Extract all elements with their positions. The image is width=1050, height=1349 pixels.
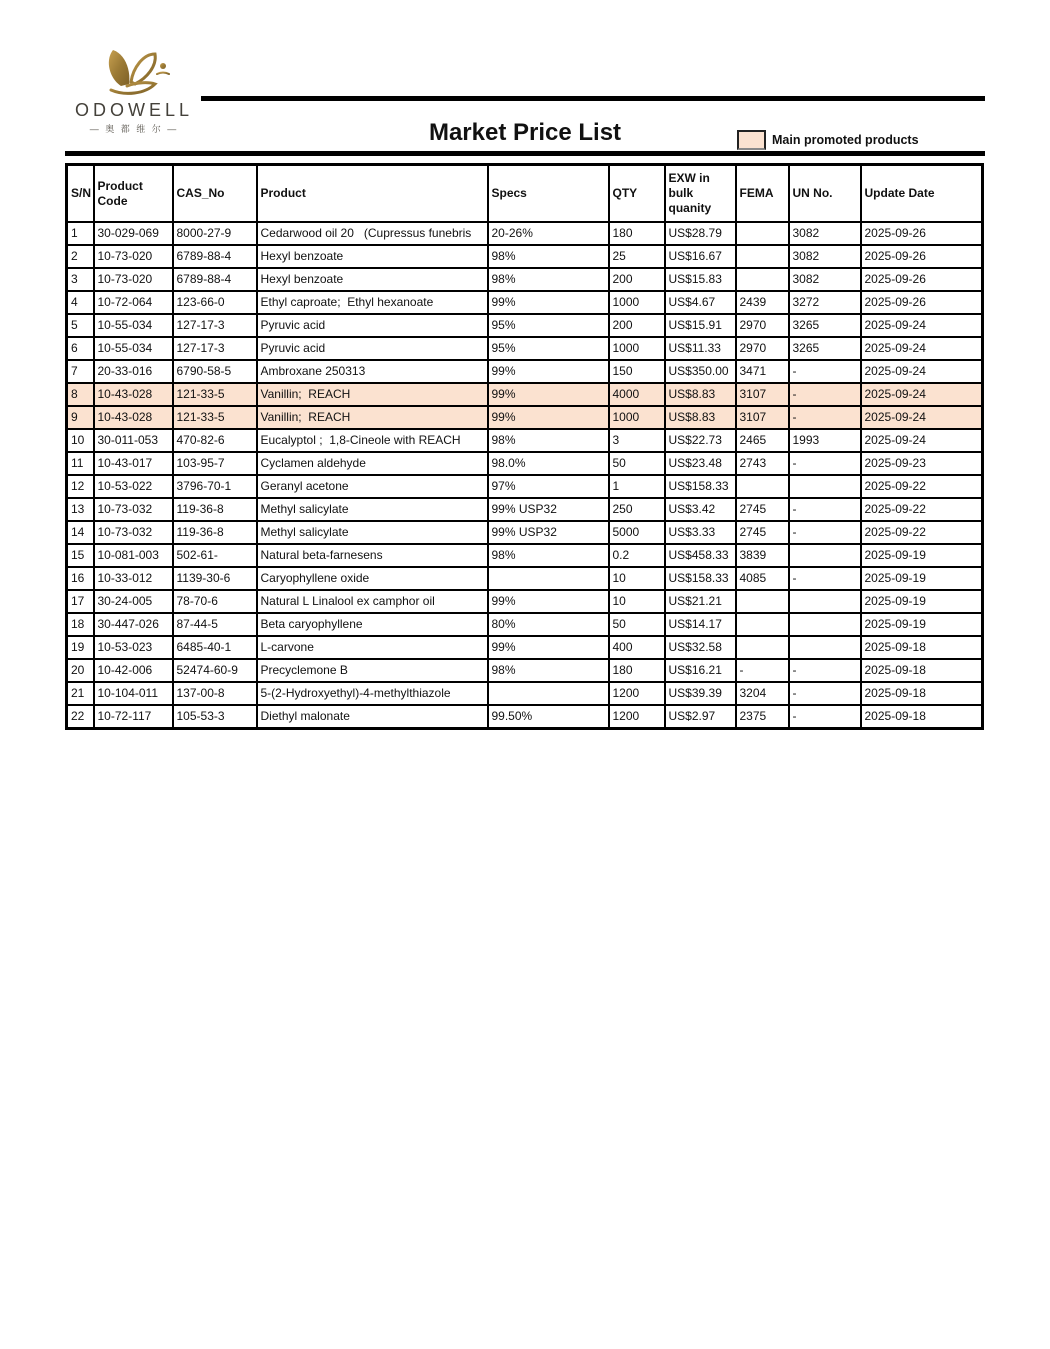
cell-product: L-carvone [257,636,488,659]
table-row [67,337,983,360]
table-row [67,590,983,613]
cell-code: 10-104-011 [94,682,173,705]
cell-sn: 5 [67,314,94,337]
column-header-2: CAS_No [173,165,257,223]
price-table [65,163,984,730]
cell-fema [736,475,789,498]
cell-sn: 19 [67,636,94,659]
table-row [67,521,983,544]
cell-exw: US$21.21 [665,590,736,613]
cell-qty: 150 [609,360,665,383]
cell-exw: US$458.33 [665,544,736,567]
cell-date: 2025-09-19 [861,613,983,636]
cell-un: 3082 [789,268,861,291]
table-row [67,406,983,429]
cell-date: 2025-09-24 [861,429,983,452]
cell-fema [736,268,789,291]
cell-un: 3265 [789,314,861,337]
cell-code: 30-24-005 [94,590,173,613]
cell-specs: 97% [488,475,609,498]
cell-un [789,544,861,567]
cell-fema: 2439 [736,291,789,314]
cell-un: 3082 [789,245,861,268]
cell-product: Pyruvic acid [257,337,488,360]
cell-sn: 7 [67,360,94,383]
cell-fema: 2970 [736,314,789,337]
cell-code: 30-029-069 [94,222,173,245]
cell-cas: 127-17-3 [173,314,257,337]
table-row [67,636,983,659]
cell-sn: 2 [67,245,94,268]
cell-cas: 52474-60-9 [173,659,257,682]
cell-exw: US$158.33 [665,475,736,498]
table-row [67,291,983,314]
cell-date: 2025-09-19 [861,567,983,590]
cell-exw: US$3.33 [665,521,736,544]
cell-product: Eucalyptol ; 1,8-Cineole with REACH [257,429,488,452]
cell-product: Cedarwood oil 20 (Cupressus funebris [257,222,488,245]
cell-code: 10-33-012 [94,567,173,590]
cell-qty: 1 [609,475,665,498]
cell-specs: 99% [488,406,609,429]
cell-sn: 9 [67,406,94,429]
cell-fema [736,245,789,268]
butterfly-logo-icon [91,44,177,102]
cell-exw: US$3.42 [665,498,736,521]
cell-exw: US$15.83 [665,268,736,291]
cell-exw: US$2.97 [665,705,736,729]
cell-date: 2025-09-19 [861,590,983,613]
cell-code: 10-73-020 [94,245,173,268]
cell-fema: 3204 [736,682,789,705]
legend-color-swatch [737,130,766,150]
cell-un: - [789,452,861,475]
cell-un [789,636,861,659]
cell-date: 2025-09-18 [861,636,983,659]
column-header-6: EXW in bulk quanity [665,165,736,223]
cell-qty: 4000 [609,383,665,406]
cell-sn: 20 [67,659,94,682]
cell-specs: 98% [488,544,609,567]
table-row [67,475,983,498]
cell-fema [736,222,789,245]
table-row [67,452,983,475]
cell-product: Caryophyllene oxide [257,567,488,590]
cell-fema: 4085 [736,567,789,590]
cell-qty: 10 [609,567,665,590]
cell-specs: 98.0% [488,452,609,475]
cell-sn: 6 [67,337,94,360]
cell-sn: 21 [67,682,94,705]
cell-code: 10-53-022 [94,475,173,498]
cell-fema: 3107 [736,383,789,406]
cell-date: 2025-09-18 [861,659,983,682]
cell-code: 30-011-053 [94,429,173,452]
price-table-body [67,222,983,729]
column-header-5: QTY [609,165,665,223]
cell-date: 2025-09-24 [861,314,983,337]
table-row [67,544,983,567]
cell-sn: 13 [67,498,94,521]
cell-un: - [789,360,861,383]
column-header-4: Specs [488,165,609,223]
cell-date: 2025-09-19 [861,544,983,567]
cell-cas: 6485-40-1 [173,636,257,659]
column-header-3: Product [257,165,488,223]
cell-specs: 95% [488,337,609,360]
cell-product: Diethyl malonate [257,705,488,729]
cell-exw: US$23.48 [665,452,736,475]
table-row [67,682,983,705]
cell-sn: 4 [67,291,94,314]
cell-specs: 99% USP32 [488,498,609,521]
cell-cas: 119-36-8 [173,498,257,521]
cell-specs [488,567,609,590]
cell-sn: 1 [67,222,94,245]
cell-product: Ambroxane 250313 [257,360,488,383]
cell-sn: 8 [67,383,94,406]
cell-cas: 502-61- [173,544,257,567]
cell-un: - [789,567,861,590]
cell-date: 2025-09-24 [861,406,983,429]
cell-cas: 137-00-8 [173,682,257,705]
cell-sn: 3 [67,268,94,291]
cell-qty: 50 [609,452,665,475]
table-row [67,360,983,383]
cell-qty: 180 [609,222,665,245]
cell-code: 10-081-003 [94,544,173,567]
cell-date: 2025-09-18 [861,705,983,729]
cell-un: - [789,383,861,406]
table-row [67,705,983,729]
cell-qty: 50 [609,613,665,636]
cell-un: - [789,682,861,705]
cell-un: - [789,659,861,682]
cell-qty: 1000 [609,406,665,429]
cell-exw: US$22.73 [665,429,736,452]
cell-cas: 78-70-6 [173,590,257,613]
cell-specs: 99% [488,383,609,406]
table-row [67,314,983,337]
cell-qty: 1200 [609,705,665,729]
cell-un: 3265 [789,337,861,360]
cell-fema: 2745 [736,521,789,544]
cell-product: Methyl salicylate [257,521,488,544]
cell-exw: US$16.21 [665,659,736,682]
cell-qty: 180 [609,659,665,682]
cell-cas: 6789-88-4 [173,268,257,291]
table-row [67,659,983,682]
cell-product: Natural L Linalool ex camphor oil [257,590,488,613]
legend-label: Main promoted products [772,133,919,147]
cell-exw: US$39.39 [665,682,736,705]
cell-product: Beta caryophyllene [257,613,488,636]
cell-sn: 15 [67,544,94,567]
cell-cas: 121-33-5 [173,383,257,406]
cell-product: 5-(2-Hydroxyethyl)-4-methylthiazole [257,682,488,705]
column-header-0: S/N [67,165,94,223]
cell-date: 2025-09-26 [861,222,983,245]
table-row [67,268,983,291]
table-row [67,222,983,245]
cell-exw: US$158.33 [665,567,736,590]
cell-qty: 1200 [609,682,665,705]
table-row [67,245,983,268]
cell-qty: 200 [609,268,665,291]
column-header-8: UN No. [789,165,861,223]
cell-un [789,475,861,498]
cell-product: Vanillin; REACH [257,406,488,429]
cell-date: 2025-09-24 [861,337,983,360]
cell-product: Methyl salicylate [257,498,488,521]
cell-cas: 119-36-8 [173,521,257,544]
cell-date: 2025-09-26 [861,268,983,291]
cell-code: 10-53-023 [94,636,173,659]
cell-specs: 20-26% [488,222,609,245]
cell-un: 3272 [789,291,861,314]
cell-fema: 2745 [736,498,789,521]
cell-product: Pyruvic acid [257,314,488,337]
cell-un: - [789,521,861,544]
header-rule-top [201,96,985,101]
cell-code: 10-72-117 [94,705,173,729]
cell-code: 10-43-028 [94,406,173,429]
table-row [67,429,983,452]
cell-sn: 10 [67,429,94,452]
cell-exw: US$14.17 [665,613,736,636]
cell-cas: 121-33-5 [173,406,257,429]
column-header-1: Product Code [94,165,173,223]
cell-code: 10-72-064 [94,291,173,314]
cell-code: 10-73-032 [94,521,173,544]
cell-specs: 98% [488,659,609,682]
cell-code: 20-33-016 [94,360,173,383]
cell-sn: 22 [67,705,94,729]
cell-cas: 105-53-3 [173,705,257,729]
cell-date: 2025-09-23 [861,452,983,475]
cell-sn: 17 [67,590,94,613]
cell-fema: 3107 [736,406,789,429]
cell-code: 10-73-032 [94,498,173,521]
cell-sn: 14 [67,521,94,544]
cell-exw: US$8.83 [665,383,736,406]
cell-product: Vanillin; REACH [257,383,488,406]
cell-specs: 98% [488,245,609,268]
table-row [67,613,983,636]
cell-code: 30-447-026 [94,613,173,636]
company-name: ODOWELL [74,100,194,120]
cell-fema [736,636,789,659]
cell-exw: US$28.79 [665,222,736,245]
cell-code: 10-43-017 [94,452,173,475]
cell-qty: 5000 [609,521,665,544]
promoted-products-legend [737,130,919,150]
cell-specs: 98% [488,429,609,452]
cell-un: 3082 [789,222,861,245]
cell-sn: 11 [67,452,94,475]
cell-product: Ethyl caproate; Ethyl hexanoate [257,291,488,314]
cell-cas: 1139-30-6 [173,567,257,590]
cell-un: - [789,705,861,729]
cell-fema: 2375 [736,705,789,729]
cell-specs: 95% [488,314,609,337]
cell-sn: 16 [67,567,94,590]
cell-cas: 87-44-5 [173,613,257,636]
cell-qty: 1000 [609,291,665,314]
cell-date: 2025-09-22 [861,521,983,544]
cell-code: 10-42-006 [94,659,173,682]
cell-date: 2025-09-18 [861,682,983,705]
cell-cas: 123-66-0 [173,291,257,314]
cell-sn: 18 [67,613,94,636]
cell-product: Hexyl benzoate [257,245,488,268]
cell-fema: 3839 [736,544,789,567]
table-row [67,383,983,406]
cell-cas: 127-17-3 [173,337,257,360]
cell-qty: 25 [609,245,665,268]
cell-qty: 1000 [609,337,665,360]
cell-fema: - [736,659,789,682]
cell-exw: US$350.00 [665,360,736,383]
cell-date: 2025-09-24 [861,360,983,383]
cell-fema: 2743 [736,452,789,475]
cell-exw: US$15.91 [665,314,736,337]
cell-qty: 10 [609,590,665,613]
cell-qty: 400 [609,636,665,659]
cell-cas: 103-95-7 [173,452,257,475]
cell-un: 1993 [789,429,861,452]
cell-code: 10-43-028 [94,383,173,406]
column-header-9: Update Date [861,165,983,223]
cell-cas: 8000-27-9 [173,222,257,245]
cell-fema [736,590,789,613]
cell-exw: US$8.83 [665,406,736,429]
cell-specs: 99% [488,291,609,314]
cell-exw: US$4.67 [665,291,736,314]
cell-exw: US$32.58 [665,636,736,659]
cell-product: Geranyl acetone [257,475,488,498]
cell-code: 10-73-020 [94,268,173,291]
cell-exw: US$11.33 [665,337,736,360]
cell-un [789,613,861,636]
cell-date: 2025-09-22 [861,475,983,498]
header-rule-bottom [65,151,985,156]
cell-un: - [789,498,861,521]
cell-product: Precyclemone B [257,659,488,682]
page-title: Market Price List [428,119,622,146]
cell-specs: 99% [488,636,609,659]
cell-date: 2025-09-26 [861,291,983,314]
cell-sn: 12 [67,475,94,498]
cell-date: 2025-09-22 [861,498,983,521]
cell-fema: 2465 [736,429,789,452]
price-table-header [67,165,983,223]
cell-fema: 2970 [736,337,789,360]
cell-specs: 80% [488,613,609,636]
cell-date: 2025-09-24 [861,383,983,406]
cell-fema [736,613,789,636]
cell-specs: 99% [488,360,609,383]
cell-qty: 0.2 [609,544,665,567]
cell-code: 10-55-034 [94,337,173,360]
cell-specs: 98% [488,268,609,291]
cell-specs: 99% USP32 [488,521,609,544]
company-name-chinese: — 奥 都 维 尔 — [89,124,179,134]
cell-qty: 200 [609,314,665,337]
cell-product: Cyclamen aldehyde [257,452,488,475]
cell-qty: 250 [609,498,665,521]
cell-qty: 3 [609,429,665,452]
cell-cas: 3796-70-1 [173,475,257,498]
table-row [67,567,983,590]
cell-cas: 6790-58-5 [173,360,257,383]
cell-product: Hexyl benzoate [257,268,488,291]
cell-exw: US$16.67 [665,245,736,268]
cell-specs: 99% [488,590,609,613]
cell-product: Natural beta-farnesens [257,544,488,567]
table-row [67,498,983,521]
cell-un: - [789,406,861,429]
cell-date: 2025-09-26 [861,245,983,268]
cell-code: 10-55-034 [94,314,173,337]
cell-specs: 99.50% [488,705,609,729]
column-header-7: FEMA [736,165,789,223]
cell-specs [488,682,609,705]
cell-cas: 6789-88-4 [173,245,257,268]
cell-cas: 470-82-6 [173,429,257,452]
cell-fema: 3471 [736,360,789,383]
cell-un [789,590,861,613]
